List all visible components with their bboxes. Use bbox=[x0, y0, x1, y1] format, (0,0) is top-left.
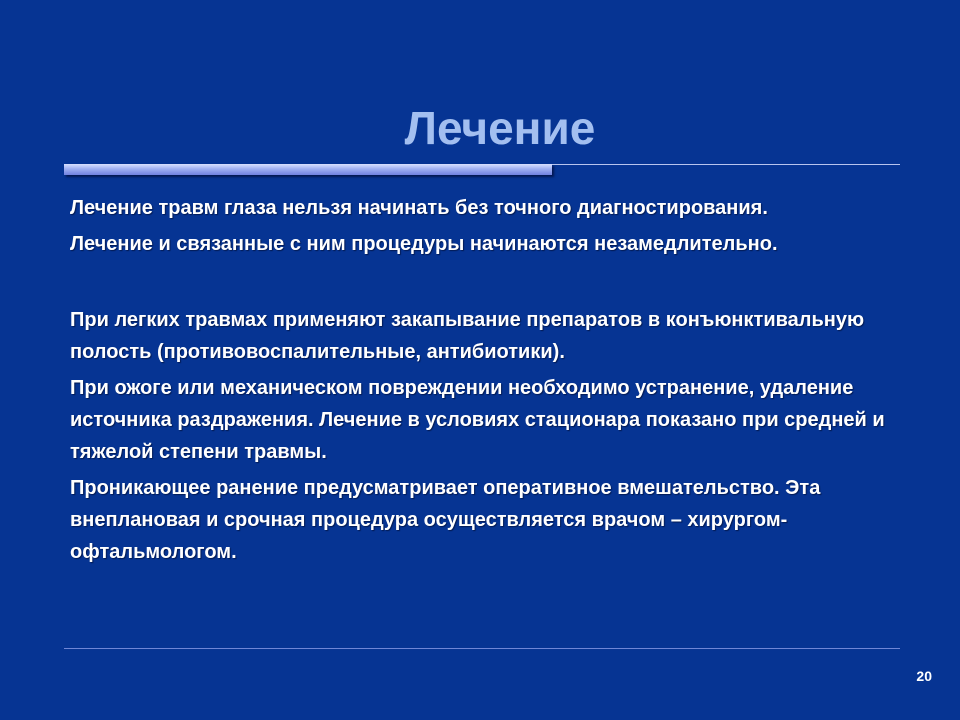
paragraph-burns-mechanical: При ожоге или механическом повреждении необходимо устранение, удаление источника раздражения. Лечение в условиях стационара показано при средней и тяжелой степени травмы. bbox=[70, 377, 885, 463]
paragraph-light-injuries: При легких травмах применяют закапывание препаратов в конъюнктивальную полость (противовоспалительные, антибиотики). bbox=[70, 309, 865, 363]
paragraph-penetrating-wound: Проникающее ранение предусматривает оперативное вмешательство. Эта внеплановая и срочная процедура осуществляется врачом – хирургом-офтальмологом. bbox=[70, 477, 821, 563]
footer-divider bbox=[64, 648, 900, 649]
slide-body bbox=[70, 192, 900, 572]
slide-title: Лечение bbox=[404, 102, 596, 154]
title-underline-line bbox=[552, 164, 900, 165]
paragraph-diagnosis: Лечение травм глаза нельзя начинать без точного диагностирования. bbox=[70, 197, 768, 219]
paragraph-spacer bbox=[70, 264, 900, 304]
title-underline-bar bbox=[64, 164, 552, 175]
paragraph-immediate-treatment: Лечение и связанные с ним процедуры начинаются незамедлительно. bbox=[70, 233, 778, 255]
page-number: 20 bbox=[916, 668, 932, 684]
